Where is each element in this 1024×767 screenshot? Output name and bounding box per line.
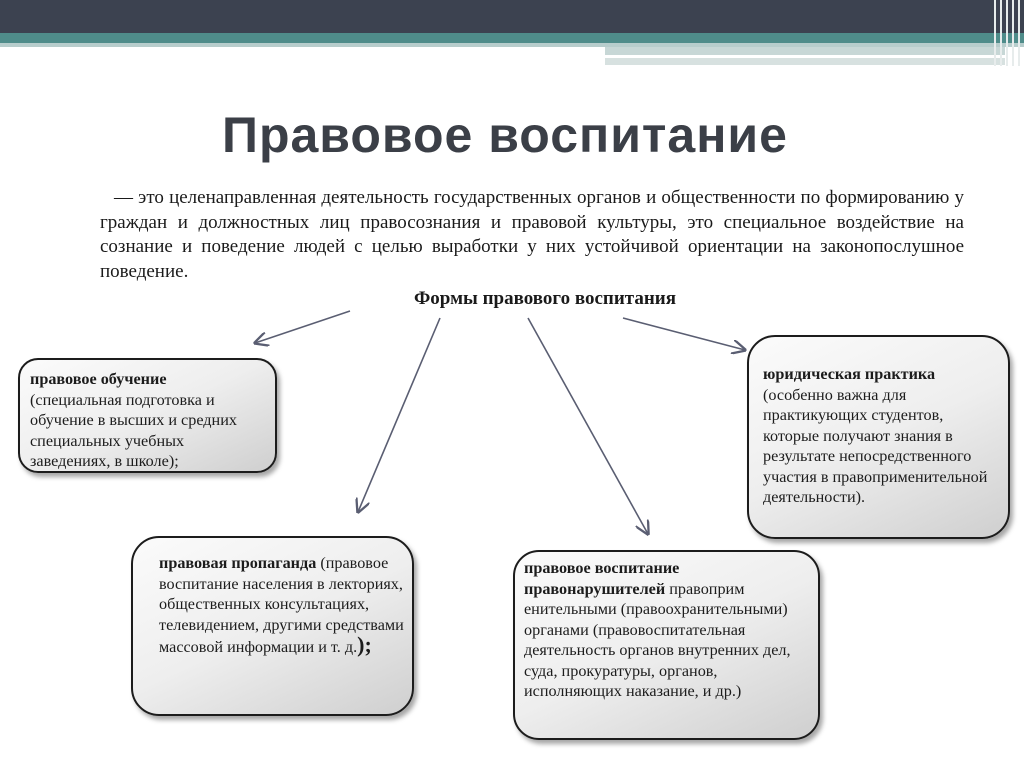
arrow-to-training [255, 311, 350, 343]
form-description-closing: ); [357, 632, 372, 657]
form-term: правовая пропаганда [159, 554, 317, 572]
arrow-to-propaganda [358, 318, 440, 512]
form-box-legal-practice [747, 335, 1010, 539]
forms-heading: Формы правового воспитания [413, 288, 677, 309]
form-description: правоприм енительными (правоохранительными) органами (правовоспитательная деятельность органов внутренних дел, суда, прокуратуры, органов, исполняющих наказание, и др.) [524, 579, 791, 700]
arrow-to-offenders [528, 318, 648, 534]
page-title: Правовое воспитание [222, 107, 788, 163]
form-box-offenders-education [513, 550, 820, 740]
form-description: (особенно важна для практикующих студентов, которые получают знания в результате непосредственного участия в правоприменительной деятельности). [763, 385, 988, 506]
form-box-legal-training [18, 358, 277, 473]
arrow-to-practice [623, 318, 745, 350]
form-box-legal-propaganda [131, 536, 414, 716]
form-description: (специальная подготовка и обучение в высших и средних специальных учебных заведениях, в школе); [30, 390, 237, 470]
definition-text: — это целенаправленная деятельность государственных органов и общественности по формированию у граждан и должностных лиц правосознания и правовой культуры, это специальное воздействие на сознание и поведение людей с целью выработки у них устойчивой ориентации на законопослушное поведение. [100, 187, 964, 282]
form-description: (правовое воспитание населения в лекториях, общественных консультациях, телевидением, другими средствами массовой информации и т. д. [159, 554, 404, 656]
form-term: правовое воспитание правонарушителей [524, 559, 680, 598]
form-term: юридическая практика [763, 365, 936, 383]
form-term: правовое обучение [30, 370, 167, 388]
